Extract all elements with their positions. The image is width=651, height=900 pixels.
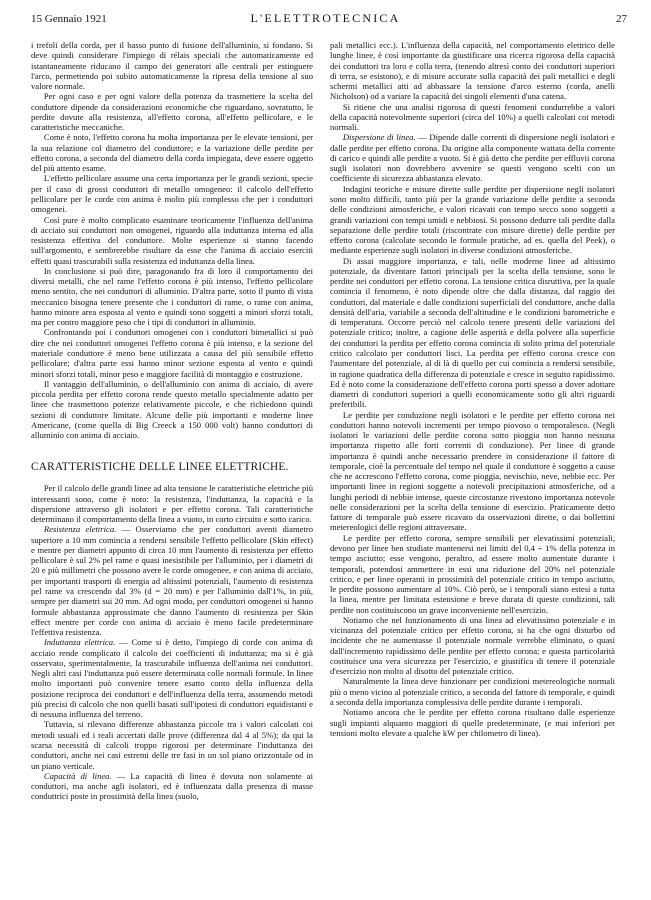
header-journal-title: L'ELETTROTECNICA	[250, 11, 401, 25]
paragraph-dispersion	[330, 132, 615, 183]
paragraph: Indagini teoriche e misure dirette sulle perdite per dispersione negli isolatori sono molto difficili, tanto più per la grande variazione delle perdite a seconda delle condizioni atmosferiche, e valori ricavati con tempo secco sono soggetti a grandi variazioni con tempi umidi e nebbiosi. Si possono dedurre tali perdite dalla separazione delle perdite totali (riscontrate con misure dirette) delle perdite per effetto corona (calcolate secondo le formule pratiche, ad es. quella del Peek), o mediante esperienze sugli isolatori in diverse condizioni atmosferiche.	[330, 183, 615, 256]
dispersion-text: — Dipende dalle correnti di dispersione negli isolatori e dalle perdite per effetto corona. Da origine alla componente wattata della corrente di carico e quindi alle perdite a vuoto. Si è già detto che perdite per effluvii corona sugli isolatori non dovrebbero avvenire se questi vengono scelti con un coefficiente di sicurezza abbastanza elevato.	[330, 132, 615, 184]
paragraph: Confrontando poi i conduttori omogenei con i conduttori bimetallici si può dire che nei conduttori omogenei l'effetto corona è più intenso, e la sezione del materiale conduttore è meno bene utilizzata a causa del più sensibile effetto pellicolare; d'altra parte essi hanno minor sezione esposta al vento e quindi minori sforzi totali, minor peso e maggiore facilità di montaggio e costruzione.	[31, 327, 313, 379]
paragraph: i trefoli della corda, per il basso punto di fusione dell'alluminio, si fondano. Si deve quindi considerare l'impiego di rélais speciali che automaticamente ed istantaneamente riducano il campo dei generatori alle centrali per estinguere l'arco, permettendo poi subito automaticamente la ripresa della tensione al suo valore normale.	[31, 40, 313, 92]
paragraph-inductance	[31, 637, 313, 719]
paragraph: Notiamo che nel funzionamento di una linea ad elevatissimo potenziale e in vicinanza del potenziale critico per effetto corona, si ha che ogni disturbo od incidente che ne aumentasse il potenziale normale verrebbe eliminato, o quasi dall'incremento rapidissimo delle perdite per effetto corona; e questa particolarità costituisce una vera sicurezza per l'esercizio, e giustifica di tenere il potenziale d'esercizio non molto al disotto del potenziale critico.	[330, 614, 615, 677]
left-column	[31, 40, 313, 892]
paragraph: Le perdite per conduzione negli isolatori e le perdite per effetto corona nei conduttori hanno notevoli incrementi per tempo piovoso o temporalesco. (Negli isolatori le variazioni delle perdite corona sotto pioggia non hanno nessuna importanza rispetto alle forti correnti di conduzione). Per linee di grande importanza è quindi anche necessario prendere in considerazione il fattore di temporale, cioè la percentuale del tempo nel quale il conduttore è soggetto a cause che ne accrescono l'effetto corona, come pioggia, nevischio, neve, nebbie ecc. Per importanti linee in regioni soggette a notevoli precipitazioni atmosferiche, od a lunghi periodi di nebbie intense, queste circostanze rivestono importanza notevole nelle considerazioni per la scelta della tensione di esercizio. Praticamente detto fattore di temporale può essere ricavato da osservazioni dirette, o dai bollettini metereologici delle regioni attraversate.	[330, 409, 615, 533]
capacity-lead: Capacità di linea.	[43, 770, 112, 781]
paragraph: pali metallici ecc.). L'influenza della capacità, nel comportamento elettrico delle lunghe linee, è così importante da giustificare una ricerca rigorosa della capacità dei conduttori tra loro e colla terra, (tenendo altresì conto dei conduttori superiori di terra, se esistono), e di misure accurate sulla capacità dei pali metallici e degli schermi metallici atti ad abbassare la tensione d'arco esterno (corda, anelli Nicholson) od a variare la capacità dei singoli elementi d'una catena.	[330, 40, 615, 102]
paragraph: Come è noto, l'effetto corona ha molta importanza per le elevate tensioni, per la sua relazione col diametro del conduttore; e la variazione delle perdite per effetto corona, a seconda del diametro della corda impiegata, deve essere oggetto del più attento esame.	[31, 132, 313, 174]
header-page-number: 27	[616, 13, 627, 25]
inductance-lead: Induttanza elettrica.	[43, 637, 116, 648]
header-date: 15 Gennaio 1921	[31, 13, 107, 25]
inductance-text: — Come si è detto, l'impiego di corde con anima di acciaio rende complicato il calcolo dei coefficienti di induttanza; ma si è già osservato, sperimentalmente, la trascurabile influenza dell'anima nei conduttori. Negli altri casi l'induttanza può essere determinata colle normali formule. In linee molto importanti può convenire tenere esatto conto della influenza della posizione reciproca dei conduttori e dell'influenza della terra, assumendo metodi più precisi di calcolo che non quelli basati sull'ipotesi di conduttori equidistanti e di nessuna influenza del terreno.	[31, 637, 313, 720]
paragraph-capacity	[31, 771, 313, 802]
right-column	[330, 40, 615, 892]
paragraph: Il vantaggio dell'alluminio, o dell'alluminio con anima di acciaio, di avere piccola perdita per effetto corona rende questo metallo specialmente adatto per linee che trasmettono potenze relativamente piccole, e che richiedono quindi sezioni di conduttore limitate. Alcune delle più importanti e moderne linee Americane, (come quella di Big Creeck a 150 000 volt) hanno conduttori di alluminio con anima di acciaio.	[31, 378, 313, 441]
paragraph: Naturalmente la linea deve funzionare per condizioni metereologiche normali più o meno vicino al potenziale critico, a seconda del fattore di temporale, e quindi a seconda della importanza complessiva delle perdite durante i temporali.	[330, 676, 615, 707]
paragraph: Di assai maggiore importanza, e tali, nelle moderne linee ad altissimo potenziale, da diventare fattori principali per la scelta della tensione, sono le perdite nei conduttori per effetto corona. La tensione critica disruttiva, per la quale comincia il fenomeno, è noto dipende oltre che dalla distanza, dal raggio dei conduttori, dal materiale e dalle condizioni superficiali del conduttore, anche dalla densità dell'aria, variabile a seconda dell'altitudine e le condizioni barometriche e di temperatura. Occorre perciò nel calcolo tenere presenti delle variazioni del potenziale critico; inoltre, a cagione delle asperità e della polvere alla superficie dei conduttori la perdita per effetto corona comincia di solito prima del potenziale critico calcolato per conduttori lisci. La perdita per effetto corona cresce con l'aumentare del potenziale, al di là di quello per cui comincia a rendersi sensibile, in ragione quadratica della differenza di potenziale e cresce in seguito rapidissimo. Ed è noto come la considerazione dell'effetto corona porti spesso a dover adottare diametri di conduttori superiori a quelli economicamente sotto gli altri riguardi preferibili.	[330, 255, 615, 410]
paragraph: Per ogni caso e per ogni valore della potenza da trasmettere la scelta del conduttore dipende da considerazioni economiche che riguardano, sovratutto, le perdite dovute alla resistenza, all'effetto corona, all'effetto pellicolare, e le caratteristiche meccaniche.	[31, 91, 313, 133]
paragraph: Notiamo ancora che le perdite per effetto corona risultano dalle esperienze sugli impianti alquanto maggiori di quelle predeterminate, (e mai inferiori per tensioni molto elevate a qualche kW per chilometro di linea).	[330, 707, 615, 738]
resistance-text: — Osserviamo che per conduttori aventi diametro superiore a 10 mm comincia a rendersi sensibile l'effetto pellicolare (Skin effect) e mentre per diametri appunto di circa 10 mm l'aumento di resistenza per effetto pellicolare è sul 2% pel rame e quasi inesistibile per l'alluminio, per i diametri di 20 e più millimetri che possono avere le corde omogenee, e con anima di acciaio, per importanti trasporti di energia ad altissimi potenziali, l'aumento di resistenza pel rame va crescendo dal 3% (d = 20 mm) e per l'alluminio dall'1%, in più, sempre per diametri sui 20 mm. Ad ogni modo, per conduttori omogenei si hanno formule abbastanza approssimate che danno l'aumento di resistenza per Skin effect mentre per corde con anima di acciaio è meno facile predeterminare l'effettiva resistenza.	[31, 524, 313, 638]
capacity-text: — La capacità di linea è dovuta non solamente ai conduttori, ma anche agli isolatori, ed è influenzata dalla presenza di masse conduttrici poste in prossimità della linea (suolo,	[31, 770, 313, 802]
paragraph: Tuttavia, si rilevano differenze abbastanza piccole tra i valori calcolati coi metodi usuali ed i reali accertati dalle prove (differenza dal 4 al 5%); da qui la scarsa necessità di calcoli troppo rigorosi per determinare l'induttanza dei conduttori, anche nei casi estremi delle tre fasi in un sol piano orizzontale od in un piano verticale.	[31, 719, 313, 771]
paragraph: L'effetto pellicolare assume una certa importanza per le grandi sezioni, specie per il caso di grossi conduttori di metallo omogeneo: il calcolo dell'effetto pellicolare per le corde con anima è molto più complesso che per i conduttori omogenei.	[31, 173, 313, 215]
paragraph-resistance	[31, 524, 313, 637]
paragraph: Così pure è molto complicato esaminare teoricamente l'influenza dell'anima di acciaio sui conduttori non omogenei, riguardo alla induttanza interna ed alla resistenza effettiva del conduttore. Molte esperienze si stanno facendo sull'argomento, e sembrerebbe risultare da esse che l'anima di acciaio eserciti effetti quasi trascurabili sulla resistenza ed induttanza della linea.	[31, 214, 313, 266]
paragraph: In conclusione si può dire, paragonando fra di loro il comportamento dei diversi metalli, che nel rame l'effetto corona è più intenso, l'effetto pellicolare meno sentito, che nei conduttori di alluminio. D'altra parte, sotto il punto di vista meccanico bisogna tenere presente che i conduttori di rame, o rame con anima, hanno minore area esposta al vento e quindi sono soggetti a minori sforzi totali, ma per contro maggiore peso che i tipi di conduttori in alluminio.	[31, 265, 313, 328]
paragraph: Le perdite per effetto corona, sempre sensibili per elevatissimi potenziali, devono per linee ben studiate mantenersi nei limiti del 0,4 ÷ 1% della potenza in tempo asciutto; esse vengono, peraltro, ad essere molto aumentate durante i temporali, potendosi ammettere in essi una riduzione del 20% nel potenziale critico, e per linee operanti in prossimità del potenziale critico in tempo asciutto, le perdite possono aumentare al 10%. Ciò però, se i temporali siano estesi a tutta la linea, mentre per limitata estensione e breve durata di queste condizioni, tali perdite non costituiscono un grave inconveniente nell'esercizio.	[330, 532, 615, 615]
paragraph: Per il calcolo delle grandi linee ad alta tensione le caratteristiche elettriche più interessanti sono, come è noto: la resistenza, l'induttanza, la capacità e la dispersione attraverso gli isolatori e per effetto corona. Tali caratteristiche determinano il comportamento della linea a vuoto, in corto circuito e sotto carico.	[31, 483, 313, 525]
resistance-lead: Resistenza elettrica.	[43, 524, 117, 535]
section-heading: CARATTERISTICHE DELLE LINEE ELETTRICHE.	[31, 461, 289, 474]
dispersion-lead: Dispersione di linea.	[342, 132, 416, 143]
paragraph: Si ritiene che una analisi rigorosa di questi fenomeni condurrebbe a valori della capacità notevolmente superiori (circa del 10%) a quelli calcolati coi metodi normali.	[330, 101, 615, 133]
